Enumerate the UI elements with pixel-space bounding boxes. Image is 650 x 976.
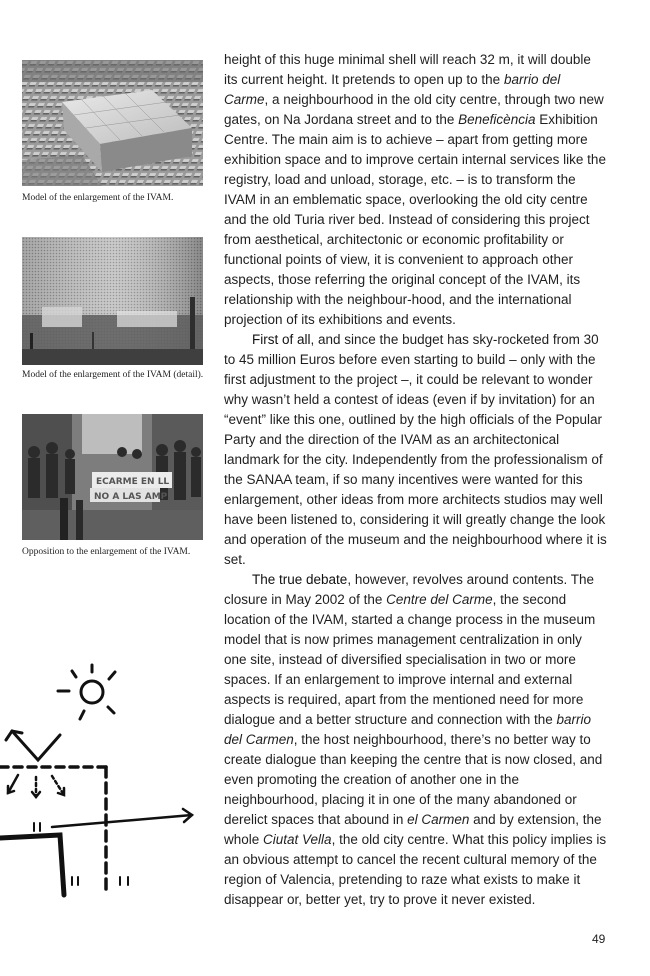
text-span: , the host neighbourhood, there’s no better way to create dialogue than keeping the centre that is now closed, and even promoting the creation of another one in the neighbourhood, placing it in one of the many abandoned or derelict spaces that abound in [224,732,603,827]
article-body [224,50,608,910]
text-span: , the second location of the IVAM, started a change process in the museum model that is now primes management centralization in only one site, instead of diversified specialisation in two or more spaces. If an enlargement to improve internal and external aspects is required, apart from the mentioned need for more dialogue and a better structure and connection with the [224,592,596,727]
text-span: height of this huge minimal shell will reach 32 m, it will double its current height. It pretends to open up to the [224,52,591,87]
figure-opposition [22,414,203,540]
lead-in: First of all [252,332,311,347]
sun-diagram-sketch [0,655,205,900]
banner-text-line-1: ECARME EN LL [96,477,170,487]
aerial-model-photo [22,60,203,186]
italic-text: barrio del Carme [224,72,561,107]
text-span: , and since the budget has sky-rocketed from 30 to 45 million Euros before even starting to build – only with the first adjustment to the project –, it could be relevant to wonder why wasn’t held a contest of ideas (even if by invitation) for an “event” like this one, outlined by the high officials of the Popular Party and the direction of the IVAM as an architectonical landmark for the city. Independently from the professionalism of the SANAA team, if so many incentives were wanted for this enlargement, other ideas from more architects studios may well have been listened to, considering it will greatly change the look and operation of the museum and the neighbourhood where it is set. [224,332,607,567]
figure-caption: Model of the enlargement of the IVAM. [22,193,174,203]
figure-ivam-model [22,60,203,186]
page-number: 49 [592,932,606,946]
italic-text: el Carmen [407,812,470,827]
italic-text: barrio del Carmen [224,712,591,747]
text-span: , the old city centre. What this policy implies is an obvious attempt to cancel the recent cultural memory of the region of Valencia, pretending to raze what exists to make it disappear or, better yet, try to prove it never existed. [224,832,607,907]
text-span: , a neighbourhood in the old city centre, through two new gates, on Na Jordana street and to the [224,92,604,127]
paragraph [224,50,608,330]
figure-ivam-model-detail [22,237,203,365]
lead-in: The true debate [252,572,348,587]
italic-text: Ciutat Vella [263,832,332,847]
text-span: and by extension, the whole [224,812,602,847]
paragraph [224,330,608,570]
italic-text: Beneficència [458,112,536,127]
figure-caption: Opposition to the enlargement of the IVAM. [22,547,191,557]
paragraph [224,570,608,910]
banner-text-line-2: NO A LAS AMP [94,492,168,502]
figure-caption: Model of the enlargement of the IVAM (detail). [22,370,204,380]
italic-text: Centre del Carme [386,592,493,607]
protest-photo [22,414,203,540]
sun-icon [81,681,103,703]
shell-detail-photo [22,237,203,365]
text-span: , however, revolves around contents. The closure in May 2002 of the [224,572,594,607]
text-span: Exhibition Centre. The main aim is to achieve – apart from getting more exhibition space and to improve certain internal services like the registry, load and unload, storage, etc. – is to transform the IVAM in an emblematic space, overlooking the old city centre and the old Turia river bed. Instead of considering this project from aesthetical, architectonic or economic profitability or functional points of view, it is convenient to approach other aspects, those referring the original concept of the IVAM, its relationship with the neighbour-hood, and the international projection of its exhibitions and events. [224,112,606,327]
